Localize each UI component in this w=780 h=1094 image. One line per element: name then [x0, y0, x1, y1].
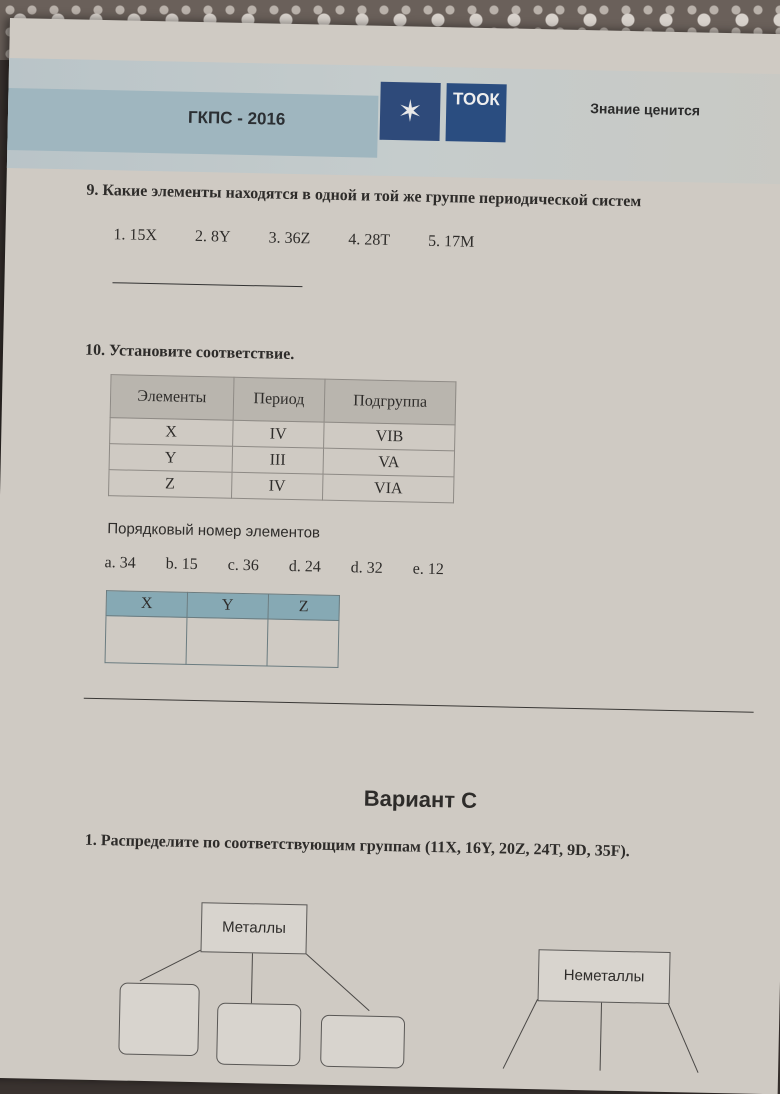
option: b. 15 — [165, 555, 198, 574]
option: 5. 17M — [427, 232, 475, 251]
option: 1. 15X — [113, 226, 158, 245]
sequence-label: Порядковый номер элементов — [107, 520, 321, 542]
table-header: Y — [187, 592, 268, 619]
table-cell: III — [232, 446, 324, 474]
metal-slot[interactable] — [216, 1003, 301, 1067]
table-cell: VA — [323, 448, 454, 477]
table-header: Подгруппа — [324, 379, 456, 425]
table-cell: Y — [109, 444, 232, 473]
question-c1: 1. Распределите по соответствующим группам (11X, 16Y, 20Z, 24T, 9D, 35F). — [84, 831, 630, 861]
header-motto: Знание ценится — [590, 100, 701, 119]
table-cell: Z — [109, 470, 232, 499]
metal-slot[interactable] — [118, 983, 199, 1057]
table-cell: VIA — [323, 474, 454, 503]
option: 4. 28T — [348, 231, 391, 250]
star-logo-icon: ✶ — [380, 82, 441, 141]
table-header: Z — [268, 594, 340, 620]
option: d. 32 — [350, 559, 383, 577]
logo-text: ТООК — [446, 83, 507, 142]
exam-title: ГКПС - 2016 — [187, 107, 286, 129]
diagram-lines — [0, 18, 780, 1094]
table-header: Период — [233, 377, 326, 422]
question-9: 9. Какие элементы находятся в одной и той же группе периодической систем — [86, 181, 642, 211]
option: 3. 36Z — [268, 229, 311, 248]
table-cell: IV — [231, 472, 323, 500]
option: 2. 8Y — [194, 227, 231, 246]
table-header: Элементы — [110, 375, 233, 421]
option: d. 24 — [288, 557, 321, 576]
nonmetals-box: Неметаллы — [538, 949, 671, 1004]
table-cell: VIB — [324, 422, 455, 451]
metals-box: Металлы — [200, 902, 307, 954]
table-header: X — [106, 591, 187, 618]
table-cell: IV — [232, 420, 324, 448]
option: e. 12 — [412, 560, 445, 579]
option: c. 36 — [227, 556, 259, 575]
metal-slot[interactable] — [320, 1015, 405, 1069]
option: a. 34 — [104, 554, 136, 572]
question-10: 10. Установите соответствие. — [84, 341, 295, 364]
variant-title: Вариант С — [363, 785, 478, 813]
table-cell: X — [110, 418, 233, 447]
workbook-page — [0, 18, 780, 1094]
